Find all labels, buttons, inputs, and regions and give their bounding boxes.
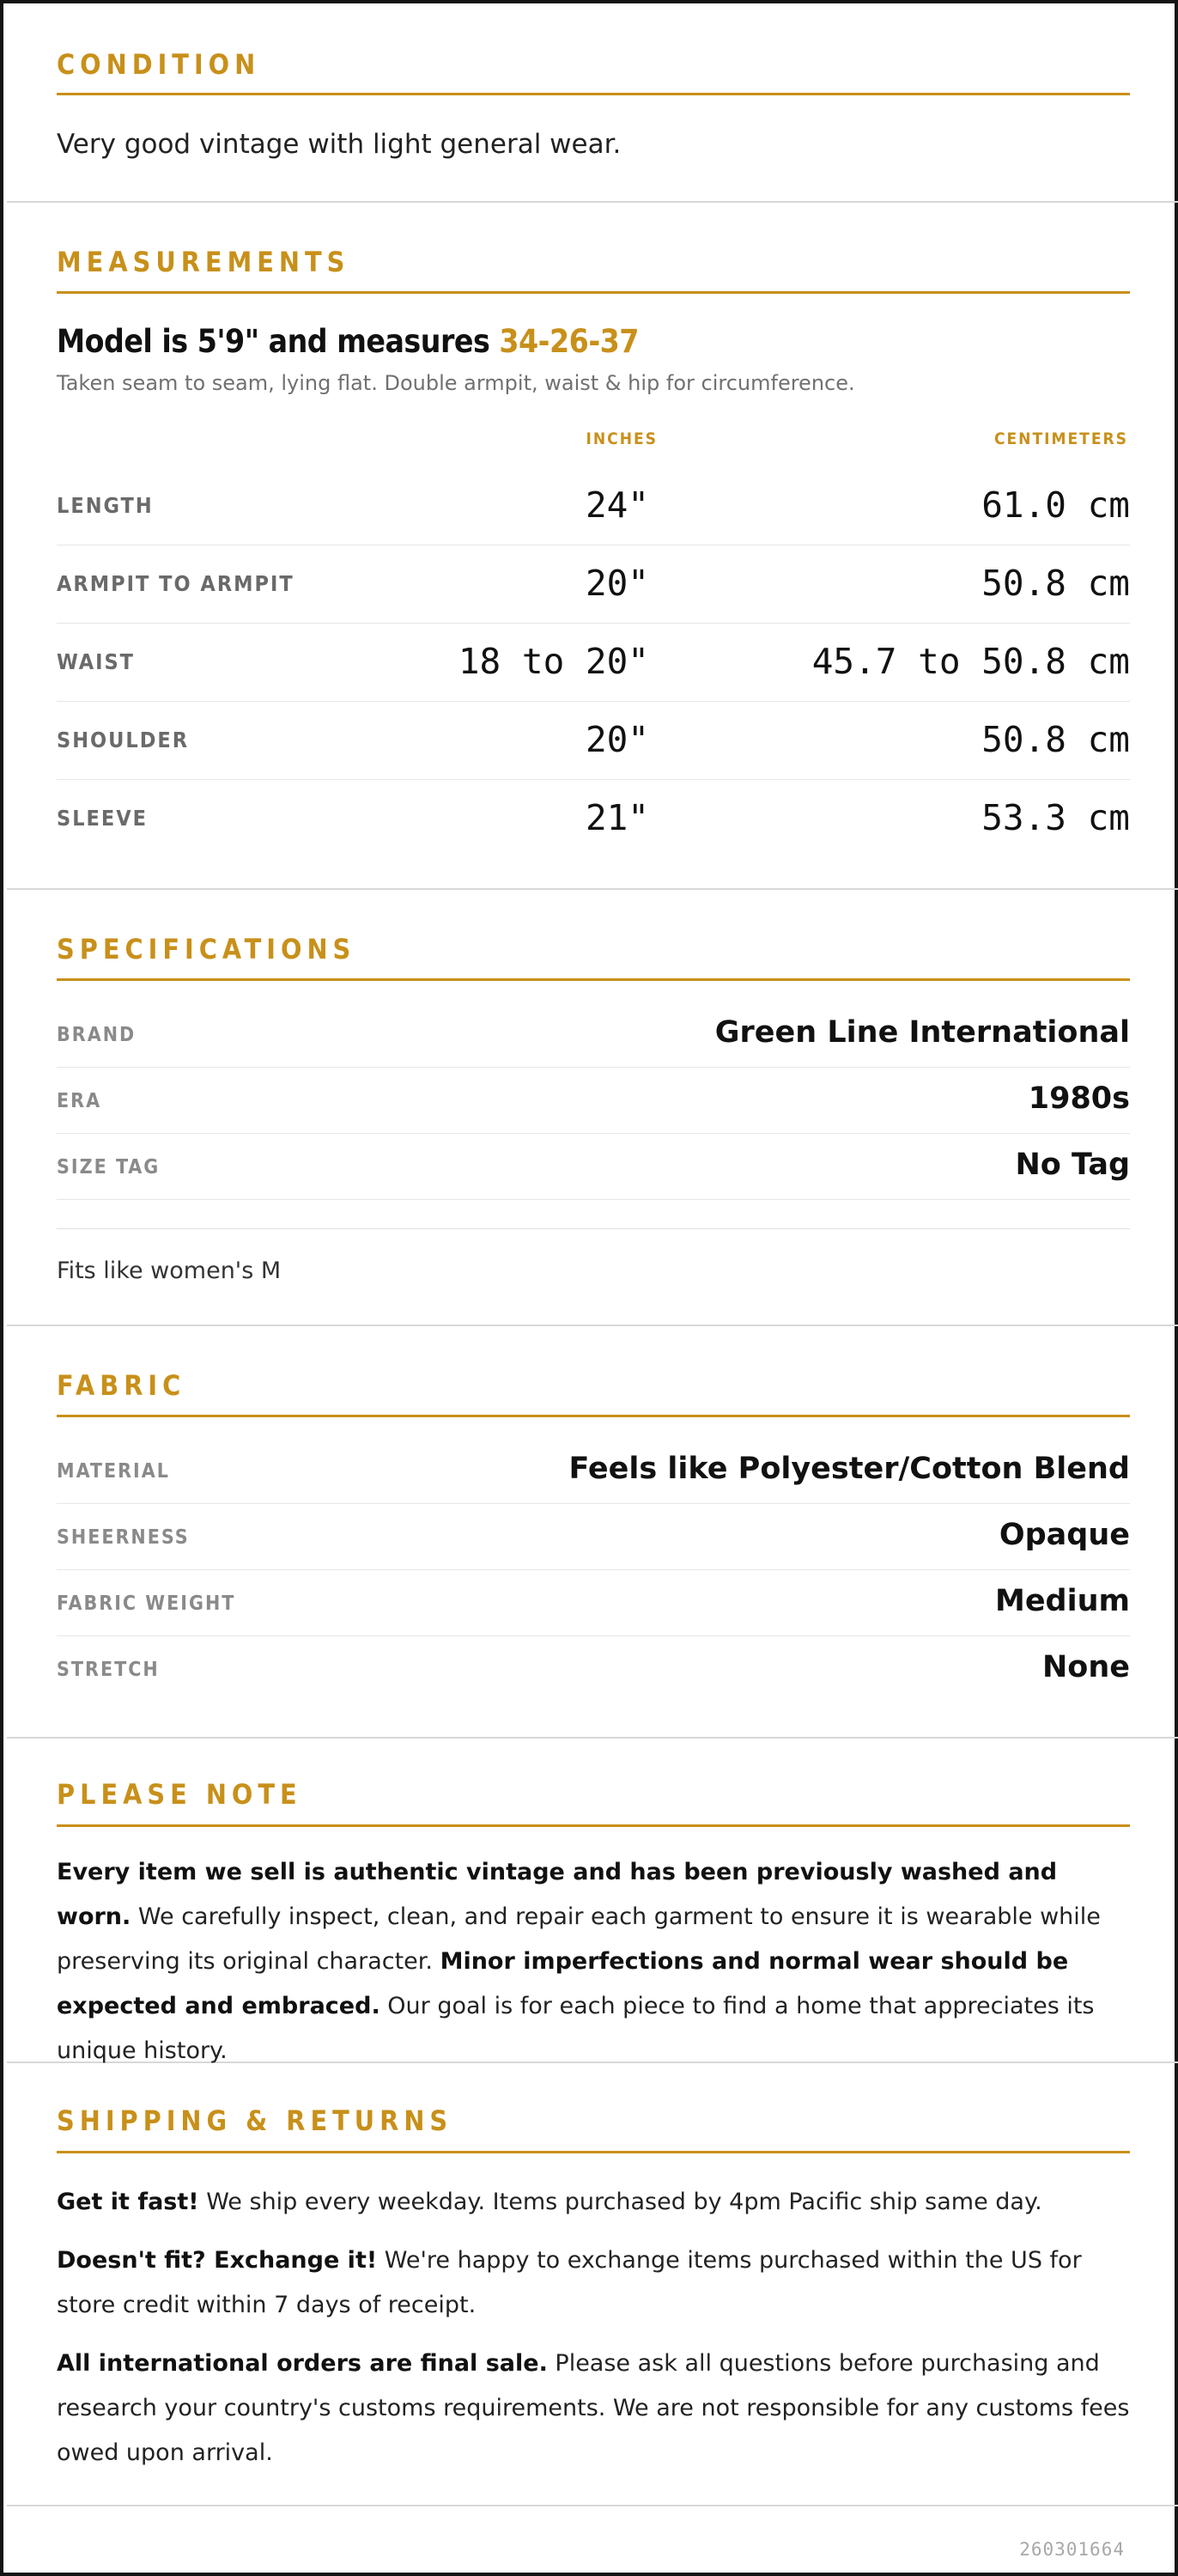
fabric-value: Opaque xyxy=(999,1518,1130,1552)
fabric-row-sheerness xyxy=(57,1504,1130,1570)
specifications-rule xyxy=(57,978,1130,981)
measurement-centimeters: 45.7 to 50.8 cm xyxy=(811,641,1130,682)
fabric-heading: FABRIC xyxy=(57,1369,186,1402)
measurements-rule xyxy=(57,291,1130,294)
note-text-inspect: We carefully inspect, clean, and repair each garment to ensure it is wearable while preserving its original character. xyxy=(57,1903,1101,1975)
fabric-rule xyxy=(57,1415,1130,1417)
fabric-label: SHEERNESS xyxy=(57,1526,190,1549)
measurement-centimeters: 53.3 cm xyxy=(981,797,1130,838)
model-measures: 34-26-37 xyxy=(499,323,639,360)
shipping-fast xyxy=(57,2180,1132,2225)
measurement-inches: 20" xyxy=(585,563,649,604)
shipping-rule xyxy=(57,2151,1130,2153)
measurement-label: WAIST xyxy=(57,649,136,674)
measurement-centimeters: 61.0 cm xyxy=(981,484,1130,526)
column-header-centimeters: CENTIMETERS xyxy=(993,429,1128,448)
note-text-goal: Our goal is for each piece to find a home that appreciates its unique history. xyxy=(57,1993,1095,2064)
measurement-centimeters: 50.8 cm xyxy=(981,719,1130,760)
fabric-value: None xyxy=(1042,1650,1130,1684)
measurements-heading: MEASUREMENTS xyxy=(57,246,350,278)
spec-label: BRAND xyxy=(57,1024,137,1046)
column-header-inches: INCHES xyxy=(586,429,658,448)
measurement-inches: 18 to 20" xyxy=(458,641,649,682)
fabric-label: STRETCH xyxy=(57,1659,160,1681)
measurement-label: SHOULDER xyxy=(57,728,190,752)
spec-label: SIZE TAG xyxy=(57,1156,161,1178)
shipping-exchange-bold: Doesn't fit? Exchange it! xyxy=(57,2247,378,2274)
measurement-centimeters: 50.8 cm xyxy=(981,563,1130,604)
spec-row-size-tag xyxy=(57,1134,1130,1200)
fabric-label: MATERIAL xyxy=(57,1460,170,1483)
spec-row-brand xyxy=(57,1002,1130,1068)
measurement-label: SLEEVE xyxy=(57,806,149,831)
please-note-text xyxy=(57,1850,1132,2074)
measurement-inches: 20" xyxy=(585,719,649,760)
shipping-fast-bold: Get it fast! xyxy=(57,2189,199,2215)
model-measurements xyxy=(57,323,639,360)
shipping-section xyxy=(7,2063,1178,2506)
fabric-value: Medium xyxy=(994,1584,1130,1618)
shipping-fast-text: We ship every weekday. Items purchased by 4pm Pacific ship same day. xyxy=(198,2189,1042,2215)
specifications-heading: SPECIFICATIONS xyxy=(57,933,356,965)
measurement-row-armpit xyxy=(57,545,1130,624)
fit-note: Fits like women's M xyxy=(57,1258,282,1284)
note-bold-authentic: Every item we sell is authentic vintage and has been previously washed and worn. xyxy=(57,1859,1058,1930)
fabric-section xyxy=(7,1326,1178,1739)
model-prefix: Model is 5'9" and measures xyxy=(57,323,500,360)
spec-value: Green Line International xyxy=(714,1015,1130,1050)
sku-number: 260301664 xyxy=(1019,2539,1125,2560)
condition-heading: CONDITION xyxy=(57,48,261,81)
condition-section xyxy=(7,3,1178,203)
measurements-subtitle: Taken seam to seam, lying flat. Double armpit, waist & hip for circumference. xyxy=(57,371,855,395)
spec-value: No Tag xyxy=(1015,1148,1130,1182)
fabric-row-stretch xyxy=(57,1636,1130,1702)
measurement-row-shoulder xyxy=(57,702,1130,780)
shipping-international-text: Please ask all questions before purchasing and research your country's customs requirements. We are not responsible for any customs fees owed upon arrival. xyxy=(57,2350,1130,2466)
shipping-heading: SHIPPING & RETURNS xyxy=(57,2104,453,2137)
fabric-label: FABRIC WEIGHT xyxy=(57,1592,236,1615)
measurement-row-length xyxy=(57,467,1130,545)
shipping-international-bold: All international orders are final sale. xyxy=(57,2350,548,2377)
spec-value: 1980s xyxy=(1028,1081,1130,1116)
measurement-label: ARMPIT TO ARMPIT xyxy=(57,571,294,596)
condition-text: Very good vintage with light general wear. xyxy=(57,129,622,160)
spec-label: ERA xyxy=(57,1090,102,1112)
measurement-inches: 21" xyxy=(585,797,649,838)
measurement-row-waist xyxy=(57,624,1130,702)
measurement-inches: 24" xyxy=(585,484,649,526)
fabric-row-weight xyxy=(57,1570,1130,1636)
measurement-label: LENGTH xyxy=(57,493,154,518)
shipping-exchange-text: We're happy to exchange items purchased within the US for store credit within 7 days of receipt. xyxy=(57,2247,1082,2318)
note-bold-imperfections: Minor imperfections and normal wear should be expected and embraced. xyxy=(57,1948,1069,2019)
please-note-rule xyxy=(57,1824,1130,1827)
shipping-exchange xyxy=(57,2238,1132,2328)
specifications-section xyxy=(7,890,1178,1326)
condition-rule xyxy=(57,93,1130,95)
spec-row-era xyxy=(57,1068,1130,1134)
measurements-section xyxy=(7,203,1178,890)
shipping-international xyxy=(57,2342,1132,2476)
spec-divider xyxy=(57,1228,1130,1229)
please-note-heading: PLEASE NOTE xyxy=(57,1778,302,1811)
measurement-row-sleeve xyxy=(57,780,1130,858)
please-note-section xyxy=(7,1739,1178,2063)
fabric-row-material xyxy=(57,1438,1130,1504)
fabric-value: Feels like Polyester/Cotton Blend xyxy=(568,1452,1130,1486)
